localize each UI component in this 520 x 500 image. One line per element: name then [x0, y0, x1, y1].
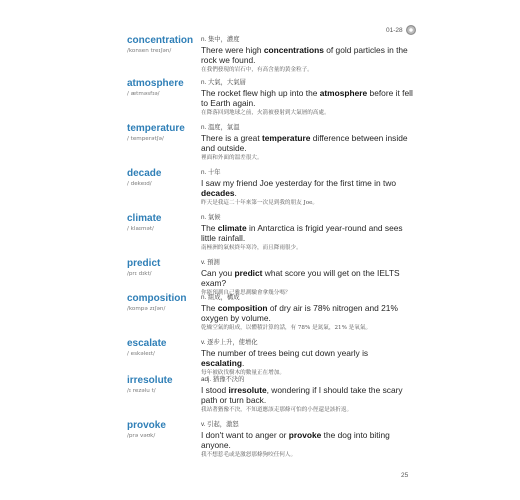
entry-definition: adj. 猶豫不決的: [201, 376, 245, 383]
entry-keyword: climate: [217, 223, 247, 233]
entry-keyword: decades: [201, 188, 235, 198]
entry-pronunciation: / temperətʃə/: [127, 136, 164, 142]
entry-definition: n. 氣候: [201, 214, 221, 221]
entry-example: I stood irresolute, wondering if I should take the scary path or turn back.: [201, 385, 403, 405]
audio-track-marker[interactable]: [386, 25, 416, 35]
entry-definition: n. 大氣，大氣層: [201, 79, 246, 86]
entry-term: predict: [127, 258, 161, 269]
entry-definition: v. 逐步上升，使增化: [201, 339, 258, 346]
entry-term: climate: [127, 213, 162, 224]
entry-pronunciation: /ɪ rezəlu t/: [127, 388, 156, 394]
entry-term: atmosphere: [127, 78, 184, 89]
entry-definition: v. 引起，激怒: [201, 421, 239, 428]
entry-example: There were high concentrations of gold particles in the rock we found.: [201, 45, 408, 65]
entry-term: decade: [127, 168, 162, 179]
entry-translation: 在我們發現的岩石中，有高含量的黃金粒子。: [201, 67, 313, 73]
track-number: 01-28: [386, 26, 403, 34]
entry-term: escalate: [127, 338, 167, 349]
entry-pronunciation: /prə vəʊk/: [127, 433, 156, 439]
entry-translation: 我站著猶豫不決，不知道應該走那條可怕的小徑還是該折返。: [201, 407, 353, 413]
entry-keyword: provoke: [288, 430, 322, 440]
entry-translation: 裡面和外面的溫差很大。: [201, 155, 263, 161]
entry-keyword: escalating: [201, 358, 242, 368]
entry-translation: 在降落回到地球之前，火箭被發射到大氣層的高處。: [201, 110, 330, 116]
entry-translation: 南極洲的氣候終年寒冷，而且降雨很少。: [201, 245, 302, 251]
entry-pronunciation: /prɪ dɪkt/: [127, 271, 152, 277]
entry-example: The composition of dry air is 78% nitrogen and 21% oxygen by volume.: [201, 303, 398, 323]
entry-pronunciation: / eskəleɪt/: [127, 351, 155, 357]
entry-definition: n. 溫度，氣溫: [201, 124, 240, 131]
entry-keyword: temperature: [261, 133, 311, 143]
entry-pronunciation: / ætməsfɪə/: [127, 91, 160, 97]
entry-example: The number of trees being cut down yearly is escalating.: [201, 348, 369, 368]
cd-icon: [406, 25, 416, 35]
entry-keyword: atmosphere: [319, 88, 368, 98]
entry-definition: n. 組成，構成: [201, 294, 240, 301]
page-number: 25: [401, 472, 409, 479]
entry-keyword: concentrations: [263, 45, 324, 55]
entry-definition: v. 預測: [201, 259, 220, 266]
entry-definition: n. 十年: [201, 169, 221, 176]
entry-translation: 每年被砍伐樹木的數量正在增加。: [201, 370, 285, 376]
entry-term: composition: [127, 293, 187, 304]
entry-translation: 乾燥空氣的組成，以體積計算的話，有 78% 是氮氣，21% 是氧氣。: [201, 325, 372, 331]
entry-term: concentration: [127, 35, 194, 46]
entry-keyword: irresolute: [228, 385, 267, 395]
entry-example: I don't want to anger or provoke the dog into biting anyone.: [201, 430, 390, 450]
entry-translation: 昨天是我這二十年來第一次見到我的朋友 Joe。: [201, 200, 318, 206]
entry-pronunciation: /kompə zɪʃən/: [127, 306, 166, 312]
entry-pronunciation: / klaɪmət/: [127, 226, 154, 232]
entry-translation: 我不想惹毛或是激怒那條狗咬任何人。: [201, 452, 297, 458]
entry-example: The rocket flew high up into the atmosphere before it fell to Earth again.: [201, 88, 413, 108]
entry-example: Can you predict what score you will get on the IELTS exam?: [201, 268, 400, 288]
entry-definition: n. 集中，濃度: [201, 36, 240, 43]
entry-term: provoke: [127, 420, 166, 431]
entry-pronunciation: /konsen treɪʃən/: [127, 48, 172, 54]
entry-keyword: composition: [217, 303, 268, 313]
entry-translation: 你能預測自己雅思測驗會拿幾分嗎？: [201, 290, 291, 296]
entry-term: irresolute: [127, 375, 173, 386]
entry-example: There is a great temperature difference between inside and outside.: [201, 133, 408, 153]
entry-keyword: predict: [234, 268, 263, 278]
entry-example: I saw my friend Joe yesterday for the first time in two decades.: [201, 178, 397, 198]
entry-example: The climate in Antarctica is frigid year-round and sees little rainfall.: [201, 223, 403, 243]
entry-term: temperature: [127, 123, 185, 134]
entry-pronunciation: / dekeɪd/: [127, 181, 152, 187]
